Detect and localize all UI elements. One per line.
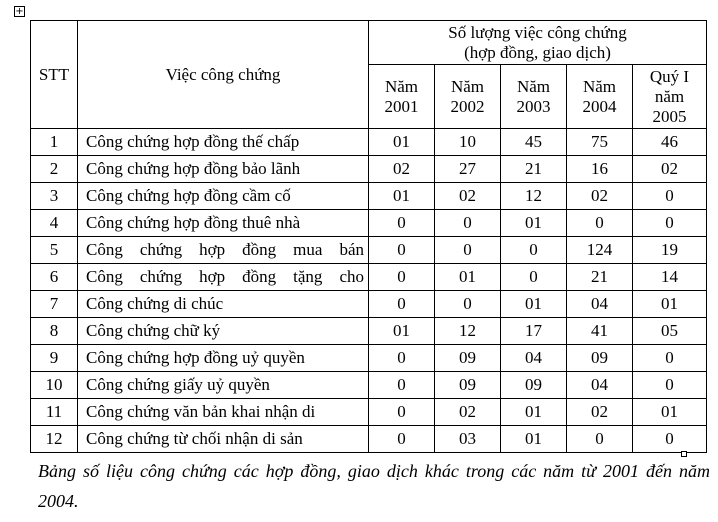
cell-count: 0 [369, 399, 435, 426]
cell-count: 02 [633, 156, 707, 183]
work-name-text: Công chứng hợp đồng thuê nhà [86, 213, 301, 232]
cell-count: 0 [633, 372, 707, 399]
header-year-text: 2002 [450, 96, 485, 116]
header-year-text: Năm [582, 76, 617, 96]
cell-count: 02 [435, 399, 501, 426]
header-year-5 [633, 65, 707, 129]
table-row [31, 156, 707, 183]
work-name-text: Công chứng văn bản khai nhận di [86, 402, 316, 421]
cell-count: 16 [567, 156, 633, 183]
cell-count: 0 [567, 426, 633, 453]
cell-stt: 1 [31, 129, 78, 156]
table-move-handle-icon[interactable]: + [15, 6, 24, 17]
cell-stt: 3 [31, 183, 78, 210]
cell-count: 0 [369, 237, 435, 264]
header-year-text: 2004 [582, 96, 617, 116]
header-year-text: Năm [384, 76, 419, 96]
cell-count: 01 [633, 291, 707, 318]
work-name-text: Công chứng giấy uỷ quyền [86, 375, 270, 394]
cell-count: 46 [633, 129, 707, 156]
cell-count: 01 [501, 210, 567, 237]
cell-work-name [78, 372, 369, 399]
table-row [31, 318, 707, 345]
cell-count: 02 [369, 156, 435, 183]
cell-work-name [78, 237, 369, 264]
cell-count: 0 [369, 264, 435, 291]
cell-count: 10 [435, 129, 501, 156]
header-year-3 [501, 65, 567, 129]
cell-count: 124 [567, 237, 633, 264]
header-year-text: Năm [516, 76, 551, 96]
cell-count: 0 [633, 210, 707, 237]
cell-stt: 9 [31, 345, 78, 372]
cell-count: 01 [633, 399, 707, 426]
cell-stt: 12 [31, 426, 78, 453]
table-row [31, 183, 707, 210]
cell-count: 12 [435, 318, 501, 345]
work-name-text: Công chứng hợp đồng mua bán [86, 240, 364, 259]
header-year-text: 2003 [516, 96, 551, 116]
work-name-text: Công chứng từ chối nhận di sản [86, 429, 303, 448]
cell-stt: 4 [31, 210, 78, 237]
cell-work-name [78, 291, 369, 318]
cell-count: 02 [435, 183, 501, 210]
cell-count: 0 [633, 426, 707, 453]
work-name-text: Công chứng hợp đồng cầm cố [86, 186, 291, 205]
cell-count: 45 [501, 129, 567, 156]
work-name-text: Công chứng hợp đồng tặng cho [86, 267, 364, 286]
cell-count: 09 [435, 372, 501, 399]
cell-count: 01 [501, 426, 567, 453]
work-name-text: Công chứng chữ ký [86, 321, 221, 340]
cell-stt: 5 [31, 237, 78, 264]
cell-count: 01 [369, 318, 435, 345]
table-row [31, 291, 707, 318]
cell-count: 17 [501, 318, 567, 345]
work-name-text: Công chứng hợp đồng bảo lãnh [86, 159, 301, 178]
cell-count: 01 [369, 183, 435, 210]
cell-work-name [78, 183, 369, 210]
cell-count: 0 [567, 210, 633, 237]
header-year-2 [435, 65, 501, 129]
cell-count: 0 [369, 372, 435, 399]
cell-count: 01 [501, 399, 567, 426]
cell-stt: 7 [31, 291, 78, 318]
cell-count: 14 [633, 264, 707, 291]
cell-count: 05 [633, 318, 707, 345]
cell-stt: 2 [31, 156, 78, 183]
cell-work-name [78, 210, 369, 237]
table-caption: Bảng số liệu công chứng các hợp đồng, giao dịch khác trong các năm từ 2001 đến năm 2004. [38, 461, 710, 511]
header-count-line1: Số lượng việc công chứng [448, 22, 627, 42]
table-row [31, 399, 707, 426]
table-row [31, 264, 707, 291]
table-row [31, 372, 707, 399]
table-row [31, 345, 707, 372]
cell-count: 21 [501, 156, 567, 183]
work-name-text: Công chứng hợp đồng uỷ quyền [86, 348, 305, 367]
cell-count: 01 [501, 291, 567, 318]
work-name-text: Công chứng di chúc [86, 294, 224, 313]
cell-count: 01 [369, 129, 435, 156]
cell-count: 0 [501, 237, 567, 264]
table-row [31, 426, 707, 453]
cell-count: 03 [435, 426, 501, 453]
cell-work-name [78, 399, 369, 426]
cell-count: 04 [567, 372, 633, 399]
table-row [31, 237, 707, 264]
table-row [31, 210, 707, 237]
notary-statistics-table [30, 20, 707, 453]
cell-stt: 8 [31, 318, 78, 345]
cell-count: 75 [567, 129, 633, 156]
cell-count: 01 [435, 264, 501, 291]
cell-count: 0 [633, 183, 707, 210]
cell-count: 02 [567, 399, 633, 426]
cell-count: 04 [567, 291, 633, 318]
cell-work-name [78, 426, 369, 453]
cell-stt: 10 [31, 372, 78, 399]
cell-count: 41 [567, 318, 633, 345]
cell-count: 0 [435, 291, 501, 318]
cell-count: 0 [369, 426, 435, 453]
cell-count: 09 [435, 345, 501, 372]
header-year-text: 2001 [384, 96, 419, 116]
cell-count: 09 [501, 372, 567, 399]
cell-count: 0 [435, 210, 501, 237]
cell-count: 0 [369, 345, 435, 372]
cell-work-name [78, 129, 369, 156]
header-year-text: Quý I [649, 66, 690, 86]
cell-count: 0 [633, 345, 707, 372]
header-year-text: Năm [450, 76, 485, 96]
cell-work-name [78, 156, 369, 183]
cell-stt: 11 [31, 399, 78, 426]
cell-count: 0 [435, 237, 501, 264]
cell-work-name [78, 318, 369, 345]
cell-count: 0 [369, 210, 435, 237]
work-name-text: Công chứng hợp đồng thế chấp [86, 132, 300, 151]
header-year-4 [567, 65, 633, 129]
cell-count: 04 [501, 345, 567, 372]
cell-count: 27 [435, 156, 501, 183]
cell-count: 0 [501, 264, 567, 291]
cell-count: 19 [633, 237, 707, 264]
header-work: Việc công chứng [78, 21, 369, 129]
header-year-text: 2005 [652, 106, 687, 126]
header-count-group [369, 21, 707, 65]
cell-count: 02 [567, 183, 633, 210]
header-count-line2: (hợp đồng, giao dịch) [464, 42, 611, 62]
header-stt: STT [31, 21, 78, 129]
cell-count: 0 [369, 291, 435, 318]
table-row [31, 129, 707, 156]
cell-work-name [78, 345, 369, 372]
cell-count: 09 [567, 345, 633, 372]
cell-work-name [78, 264, 369, 291]
header-year-text: năm [654, 86, 685, 106]
cell-count: 21 [567, 264, 633, 291]
cell-count: 12 [501, 183, 567, 210]
cell-stt: 6 [31, 264, 78, 291]
header-year-1 [369, 65, 435, 129]
